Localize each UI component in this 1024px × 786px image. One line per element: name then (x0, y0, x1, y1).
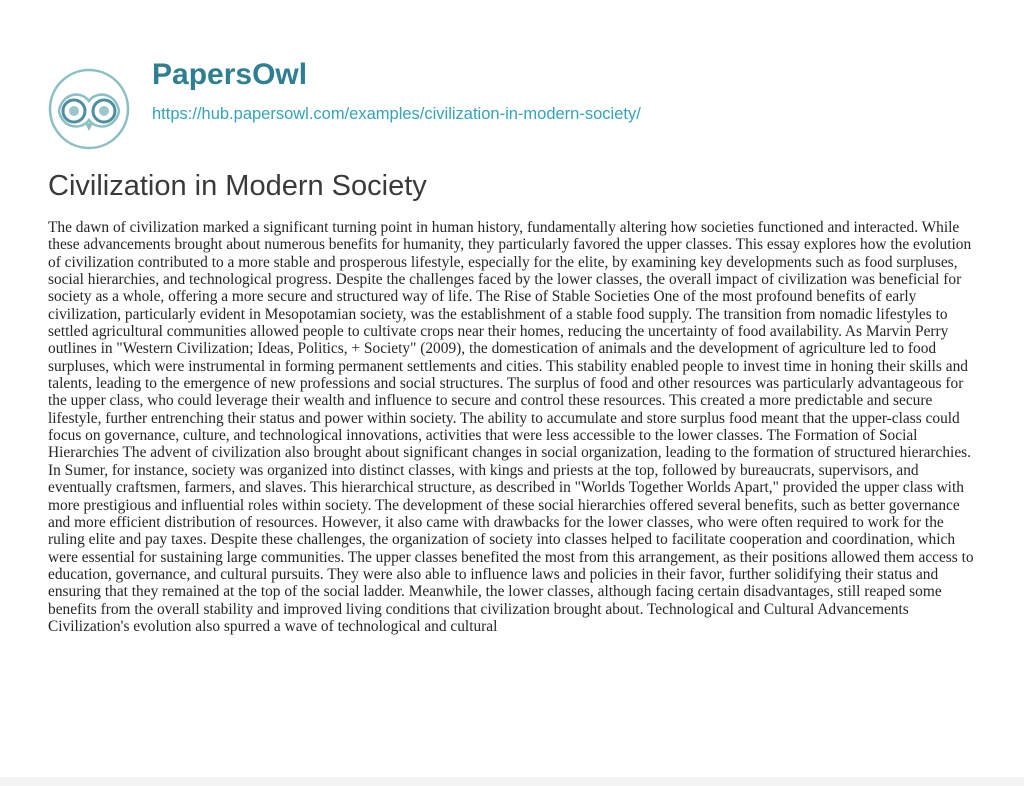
brand-name[interactable]: PapersOwl (152, 58, 308, 91)
essay-body-text: The dawn of civilization marked a significant turning point in human history, fundamentally altering how societies functioned and interacted. While these advancements brought about numerous benefits for humanity, they particularly favored the upper classes. This essay explores how the evolution of civilization contributed to a more stable and prosperous lifestyle, especially for the elite, by examining key developments such as food surpluses, social hierarchies, and technological progress. Despite the challenges faced by the lower classes, the overall impact of civilization was beneficial for society as a whole, offering a more secure and structured way of life. The Rise of Stable Societies One of the most profound benefits of early civilization, particularly evident in Mesopotamian society, was the establishment of a stable food supply. The transition from nomadic lifestyles to settled agricultural communities allowed people to cultivate crops near their homes, reducing the uncertainty of food availability. As Marvin Perry outlines in "Western Civilization; Ideas, Politics, + Society" (2009), the domestication of animals and the development of agriculture led to food surpluses, which were instrumental in forming permanent settlements and cities. This stability enabled people to invest time in honing their skills and talents, leading to the emergence of new professions and social structures. The surplus of food and other resources was particularly advantageous for the upper class, who could leverage their wealth and influence to secure and control these resources. This created a more predictable and secure lifestyle, further entrenching their status and power within society. The ability to accumulate and store surplus food meant that the upper-class could focus on governance, culture, and technological innovations, activities that were less accessible to the lower classes. The Formation of Social Hierarchies The advent of civilization also brought about significant changes in social organization, leading to the formation of structured hierarchies. In Sumer, for instance, society was organized into distinct classes, with kings and priests at the top, followed by bureaucrats, supervisors, and eventually craftsmen, farmers, and slaves. This hierarchical structure, as described in "Worlds Together Worlds Apart," provided the upper class with more prestigious and influential roles within society. The development of these social hierarchies offered several benefits, such as better governance and more efficient distribution of resources. However, it also came with drawbacks for the lower classes, who were often required to work for the ruling elite and pay taxes. Despite these challenges, the organization of society into classes helped to facilitate cooperation and coordination, which were essential for sustaining large communities. The upper classes benefited the most from this arrangement, as their positions allowed them access to education, governance, and cultural pursuits. They were also able to influence laws and policies in their favor, further solidifying their status and ensuring that they remained at the top of the social ladder. Meanwhile, the lower classes, although facing certain disadvantages, still reaped some benefits from the overall stability and improved living conditions that civilization brought about. Technological and Cultural Advancements Civilization's evolution also spurred a wave of technological and cultural (48, 219, 974, 635)
bottom-divider (0, 777, 1024, 786)
owl-eyes-icon[interactable] (48, 68, 130, 150)
source-url-link[interactable]: https://hub.papersowl.com/examples/civilization-in-modern-society/ (152, 105, 641, 123)
page-title: Civilization in Modern Society (48, 170, 427, 202)
